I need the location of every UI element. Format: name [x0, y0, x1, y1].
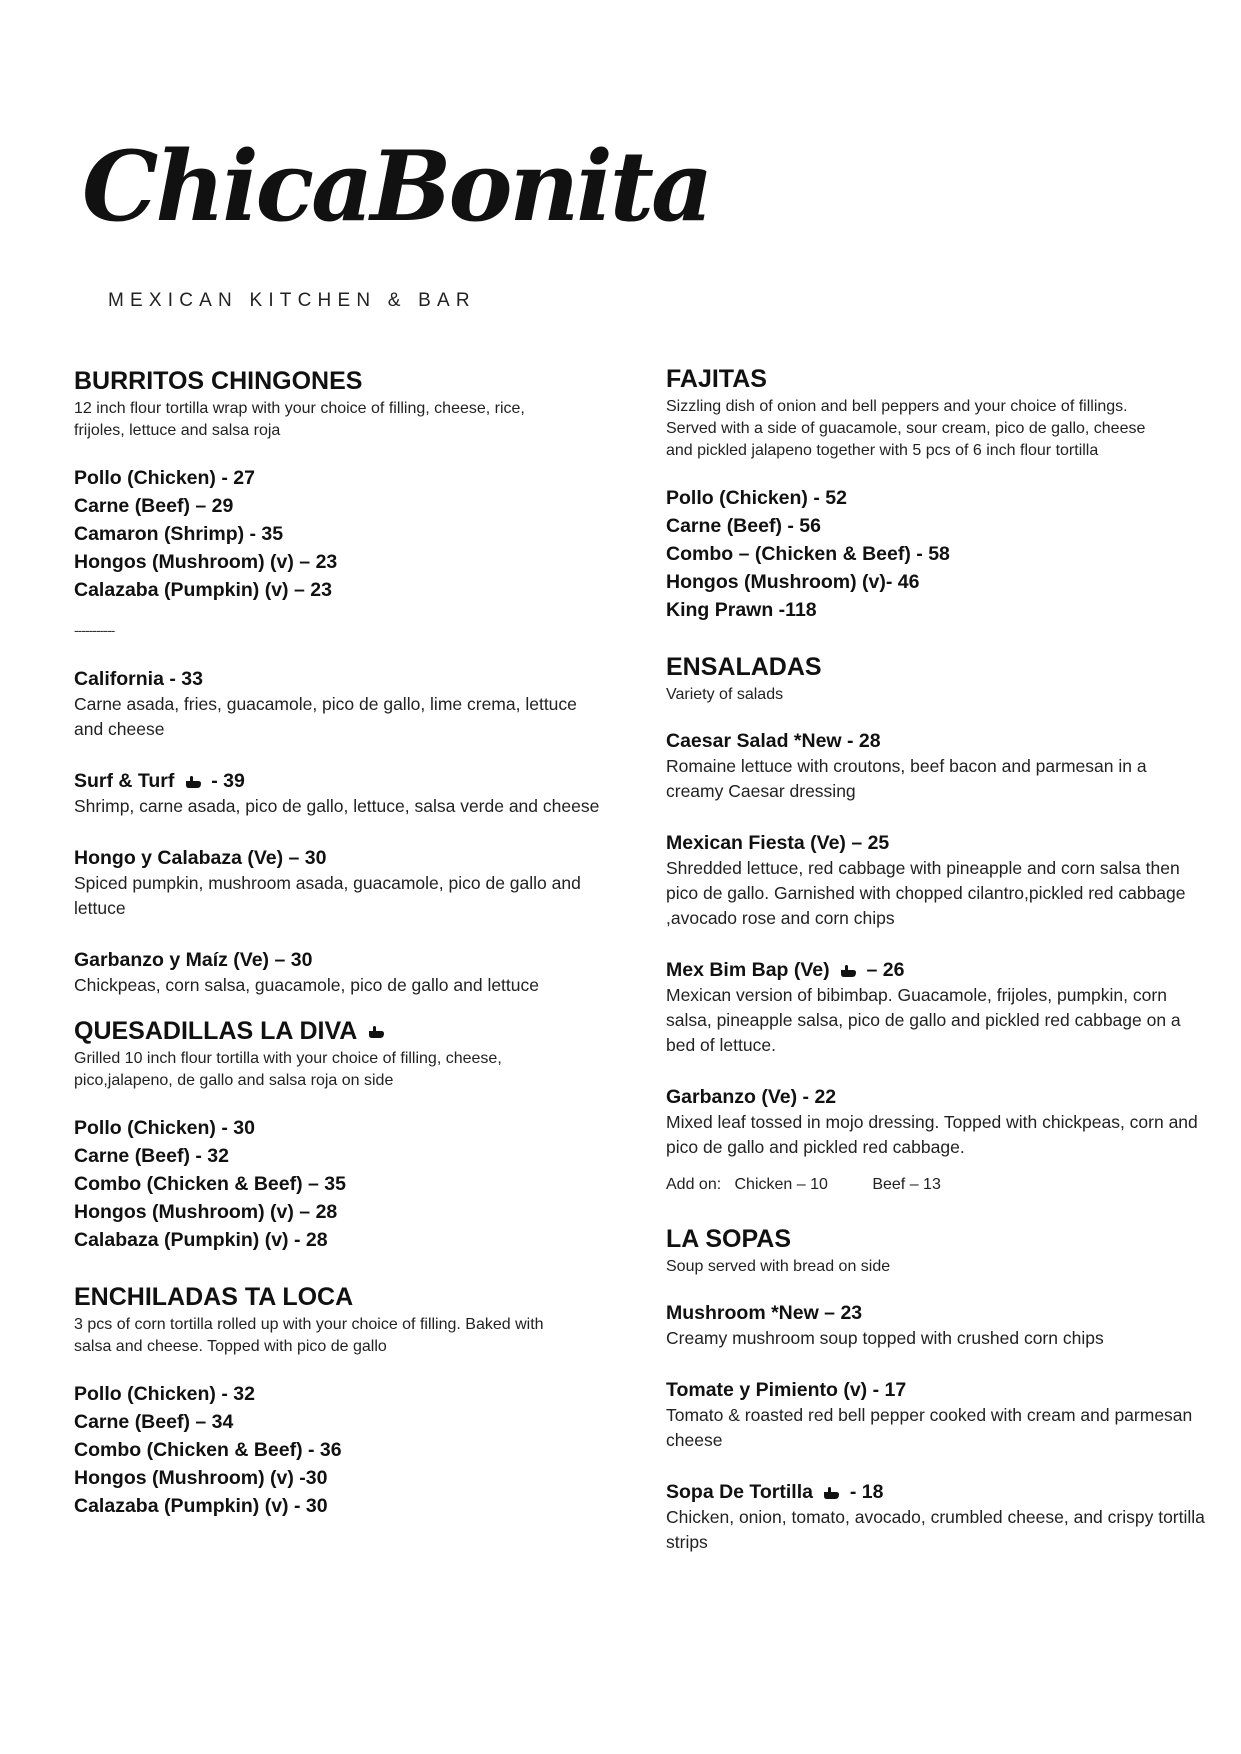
price-line: Combo – (Chicken & Beef) - 58 [666, 543, 950, 565]
hand-pointing-icon [839, 964, 857, 978]
menu-item [74, 768, 604, 819]
brand-name: ChicaBonita [82, 130, 711, 243]
item-name: Tomate y Pimiento (v) - 17 [666, 1379, 907, 1401]
section-title: LA SOPAS [666, 1225, 792, 1253]
price-line: Hongos (Mushroom) (v) – 23 [74, 551, 338, 573]
item-name: Garbanzo y Maíz (Ve) – 30 [74, 949, 313, 971]
menu-item [74, 845, 604, 921]
item-description: Spiced pumpkin, mushroom asada, guacamole, pico de gallo and lettuce [74, 873, 581, 918]
item-name-text: Sopa De Tortilla [666, 1481, 813, 1503]
desc-line: 12 inch flour tortilla wrap with your choice of filling, cheese, rice, [74, 400, 525, 417]
item-name: Mushroom *New – 23 [666, 1302, 863, 1324]
item-name [74, 768, 604, 794]
item-name-text: Mex Bim Bap (Ve) [666, 959, 830, 981]
price-line: Hongos (Mushroom) (v) -30 [74, 1467, 328, 1489]
brand-logo [82, 112, 711, 312]
price-line: Combo (Chicken & Beef) – 35 [74, 1173, 346, 1195]
price-line: Carne (Beef) - 32 [74, 1145, 229, 1167]
desc-line: Grilled 10 inch flour tortilla with your choice of filling, cheese, [74, 1050, 502, 1067]
price-line: Combo (Chicken & Beef) - 36 [74, 1439, 342, 1461]
section-sopas [666, 1224, 1206, 1555]
hand-pointing-icon [822, 1486, 840, 1500]
hand-pointing-icon [367, 1025, 385, 1039]
item-name: Mexican Fiesta (Ve) – 25 [666, 832, 890, 854]
menu-item [74, 947, 604, 998]
price-list [74, 464, 604, 604]
menu-item [666, 728, 1206, 804]
price-line: Pollo (Chicken) - 32 [74, 1383, 255, 1405]
spacer [666, 1278, 1206, 1300]
right-column [666, 364, 1206, 1581]
desc-line: Served with a side of guacamole, sour cream, pico de gallo, cheese [666, 420, 1146, 437]
hand-pointing-icon [184, 775, 202, 789]
left-column [74, 366, 604, 1520]
item-description: Mixed leaf tossed in mojo dressing. Topped with chickpeas, corn and pico de gallo and pickled red cabbage. [666, 1112, 1198, 1157]
section-description [74, 1048, 604, 1092]
price-line: Carne (Beef) - 56 [666, 515, 821, 537]
menu-item [666, 957, 1206, 1058]
section-title: BURRITOS CHINGONES [74, 367, 363, 395]
price-list [74, 1114, 604, 1254]
item-name: Caesar Salad *New - 28 [666, 730, 881, 752]
price-line: Carne (Beef) – 34 [74, 1411, 234, 1433]
price-line: Hongos (Mushroom) (v) – 28 [74, 1201, 338, 1223]
spacer [666, 624, 1206, 652]
add-on-prices: Add on: Chicken – 10 Beef – 13 [666, 1176, 941, 1193]
menu-item [666, 1084, 1206, 1160]
menu-item [666, 830, 1206, 931]
price-line: Pollo (Chicken) - 27 [74, 467, 255, 489]
price-line: Carne (Beef) – 29 [74, 495, 234, 517]
item-name-text: Surf & Turf [74, 770, 175, 792]
price-line: Pollo (Chicken) - 30 [74, 1117, 255, 1139]
section-description: Variety of salads [666, 686, 784, 703]
section-description: Soup served with bread on side [666, 1258, 891, 1275]
item-description: Carne asada, fries, guacamole, pico de gallo, lime crema, lettuce and cheese [74, 694, 577, 739]
desc-line: frijoles, lettuce and salsa roja [74, 422, 281, 439]
section-ensaladas [666, 652, 1206, 1196]
section-description [74, 398, 604, 442]
brand-tagline: MEXICAN KITCHEN & BAR [108, 290, 476, 311]
menu-item [666, 1479, 1206, 1555]
price-list [666, 484, 1206, 624]
price-line: Pollo (Chicken) - 52 [666, 487, 847, 509]
item-description: Mexican version of bibimbap. Guacamole, frijoles, pumpkin, corn salsa, pineapple salsa, pico de gallo and pickled red cabbage on a bed of lettuce. [666, 985, 1181, 1055]
item-description: Romaine lettuce with croutons, beef bacon and parmesan in a creamy Caesar dressing [666, 756, 1147, 801]
item-name: Garbanzo (Ve) - 22 [666, 1086, 837, 1108]
section-description [74, 1314, 604, 1358]
price-line: Hongos (Mushroom) (v)- 46 [666, 571, 920, 593]
menu-item [74, 666, 604, 742]
desc-line: salsa and cheese. Topped with pico de gallo [74, 1338, 387, 1355]
price-line: King Prawn -118 [666, 599, 817, 621]
desc-line: 3 pcs of corn tortilla rolled up with your choice of filling. Baked with [74, 1316, 544, 1333]
desc-line: and pickled jalapeno together with 5 pcs of 6 inch flour tortilla [666, 442, 1099, 459]
item-price: - 18 [849, 1481, 884, 1503]
section-title: FAJITAS [666, 365, 767, 393]
section-quesadillas [74, 1016, 604, 1254]
spacer [74, 1254, 604, 1282]
desc-line: pico,jalapeno, de gallo and salsa roja on side [74, 1072, 394, 1089]
item-name [666, 1479, 1206, 1505]
menu-item [666, 1300, 1206, 1351]
price-line: Calabaza (Pumpkin) (v) - 28 [74, 1229, 328, 1251]
price-line: Camaron (Shrimp) - 35 [74, 523, 284, 545]
spacer [666, 706, 1206, 728]
section-enchiladas [74, 1282, 604, 1520]
item-description: Tomato & roasted red bell pepper cooked with cream and parmesan cheese [666, 1405, 1193, 1450]
item-description: Shrimp, carne asada, pico de gallo, lettuce, salsa verde and cheese [74, 796, 600, 816]
item-description: Chickpeas, corn salsa, guacamole, pico de gallo and lettuce [74, 975, 539, 995]
section-description [666, 396, 1206, 462]
divider: ----------- [74, 622, 115, 638]
section-title-text: QUESADILLAS LA DIVA [74, 1017, 357, 1045]
item-description: Shredded lettuce, red cabbage with pineapple and corn salsa then pico de gallo. Garnished with chopped cilantro,pickled red cabbage ,avocado rose and corn chips [666, 858, 1186, 928]
section-title: ENCHILADAS TA LOCA [74, 1283, 354, 1311]
item-price: - 39 [211, 770, 245, 792]
section-title: ENSALADAS [666, 653, 822, 681]
section-fajitas [666, 364, 1206, 624]
item-name: Hongo y Calabaza (Ve) – 30 [74, 847, 327, 869]
price-list [74, 1380, 604, 1520]
item-name [666, 957, 1206, 983]
section-burritos [74, 366, 604, 998]
desc-line: Sizzling dish of onion and bell peppers and your choice of fillings. [666, 398, 1128, 415]
menu-item [666, 1377, 1206, 1453]
item-price: – 26 [866, 959, 905, 981]
price-line: Calazaba (Pumpkin) (v) - 30 [74, 1495, 328, 1517]
price-line: Calazaba (Pumpkin) (v) – 23 [74, 579, 332, 601]
section-title [74, 1016, 604, 1046]
item-name: California - 33 [74, 668, 203, 690]
item-description: Chicken, onion, tomato, avocado, crumbled cheese, and crispy tortilla strips [666, 1507, 1205, 1552]
item-description: Creamy mushroom soup topped with crushed corn chips [666, 1328, 1104, 1348]
